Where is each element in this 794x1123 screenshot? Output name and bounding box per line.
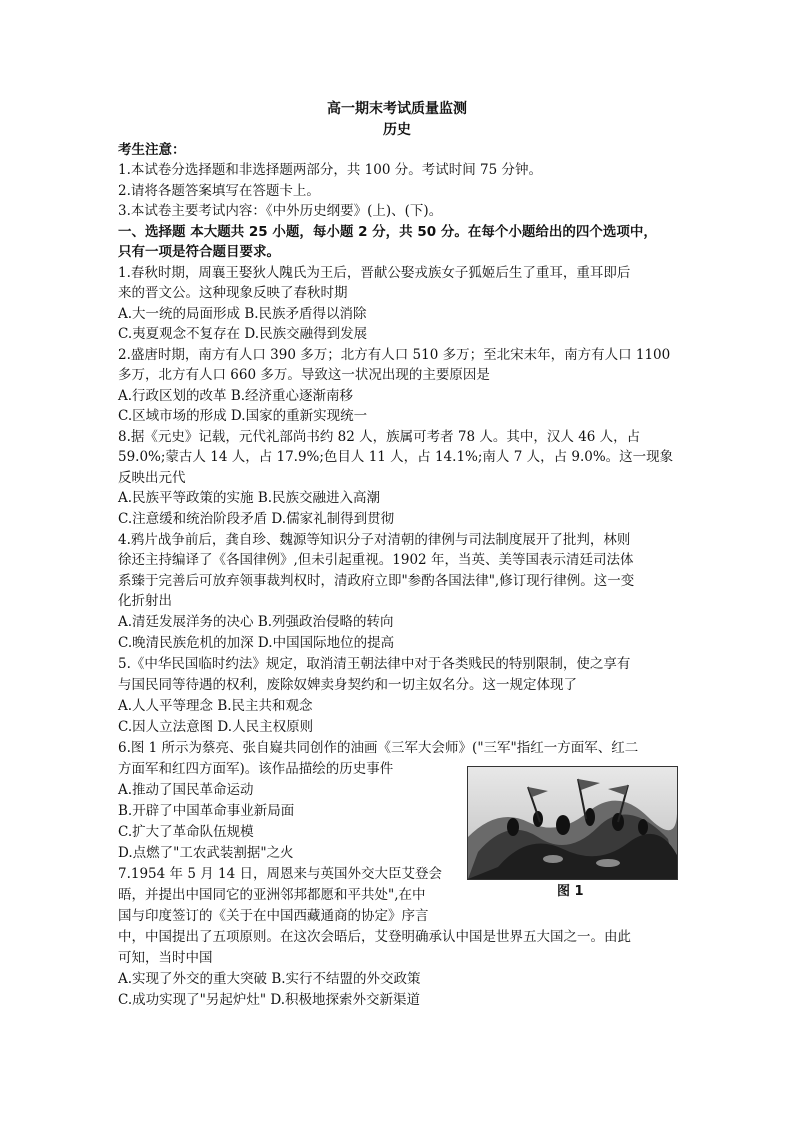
question-stem: 中，中国提出了五项原则。在这次会晤后，艾登明确承认中国是世界五大国之一。由此 — [118, 929, 631, 945]
notice-heading: 考生注意： — [118, 142, 186, 158]
question-option: B.开辟了中国革命事业新局面 — [118, 803, 295, 819]
exam-title: 高一期末考试质量监测 — [327, 101, 467, 117]
question-option: C.注意缓和统治阶段矛盾 D.儒家礼制得到贯彻 — [118, 511, 395, 527]
question-option: A.行政区划的改革 B.经济重心逐渐南移 — [118, 388, 354, 404]
question-stem: 1.春秋时期，周襄王娶狄人隗氏为王后，晋献公娶戎族女子狐姬后生了重耳，重耳即后 — [118, 265, 631, 281]
question-stem: 6.图 1 所示为蔡亮、张自嶷共同创作的油画《三军大会师》("三军"指红一方面军、红二 — [118, 740, 639, 756]
question-stem: 国与印度签订的《关于在中国西藏通商的协定》序言 — [118, 908, 429, 924]
question-option: C.扩大了革命队伍规模 — [118, 824, 254, 840]
question-stem: 8.据《元史》记载，元代礼部尚书约 82 人，族属可考者 78 人。其中，汉人 46 人，占 — [118, 429, 641, 445]
question-stem: 5.《中华民国临时约法》规定，取消清王朝法律中对于各类贱民的特别限制，使之享有 — [118, 656, 631, 672]
question-option: A.清廷发展洋务的决心 B.列强政治侵略的转向 — [118, 614, 394, 630]
question-stem: 多万，北方有人口 660 多万。导致这一状况出现的主要原因是 — [118, 367, 490, 383]
question-stem: 方面军和红四方面军)。该作品描绘的历史事件 — [118, 761, 394, 777]
question-option: C.晚清民族危机的加深 D.中国国际地位的提高 — [118, 635, 395, 651]
question-stem: 可知，当时中国 — [118, 950, 213, 966]
figure-painting — [467, 766, 678, 880]
question-stem: 化折射出 — [118, 593, 172, 609]
question-option: A.民族平等政策的实施 B.民族交融进入高潮 — [118, 490, 381, 506]
notice-item: 1.本试卷分选择题和非选择题两部分，共 100 分。考试时间 75 分钟。 — [118, 162, 542, 178]
question-option: C.区域市场的形成 D.国家的重新实现统一 — [118, 408, 368, 424]
question-option: A.实现了外交的重大突破 B.实行不结盟的外交政策 — [118, 971, 421, 987]
question-stem: 徐还主持编译了《各国律例》,但未引起重视。1902 年，当英、美等国表示清廷司法体 — [118, 552, 634, 568]
question-stem: 反映出元代 — [118, 470, 186, 486]
question-option: C.夷夏观念不复存在 D.民族交融得到发展 — [118, 326, 368, 342]
question-stem: 59.0%;蒙古人 14 人，占 17.9%;色目人 11 人，占 14.1%;南人 7 人，占 9.0%。这一现象 — [118, 449, 674, 465]
section-heading: 只有一项是符合题目要求。 — [118, 244, 280, 260]
notice-item: 2.请将各题答案填写在答题卡上。 — [118, 183, 320, 199]
section-heading: 一、选择题 本大题共 25 小题，每小题 2 分，共 50 分。在每个小题给出的四个选项中， — [118, 224, 657, 240]
figure-caption: 图 1 — [557, 884, 584, 899]
question-option: C.成功实现了"另起炉灶" D.积极地探索外交新渠道 — [118, 992, 420, 1008]
question-option: A.推动了国民革命运动 — [118, 782, 254, 798]
question-stem: 晤，并提出中国同它的亚洲邻邦都愿和平共处",在中 — [118, 887, 426, 903]
question-option: C.因人立法意图 D.人民主权原则 — [118, 719, 314, 735]
question-stem: 系臻于完善后可放弃领事裁判权时，清政府立即"参酌各国法律",修订现行律例。这一变 — [118, 573, 635, 589]
question-stem: 7.1954 年 5 月 14 日，周恩来与英国外交大臣艾登会 — [118, 866, 442, 882]
question-stem: 4.鸦片战争前后，龚自珍、魏源等知识分子对清朝的律例与司法制度展开了批判，林则 — [118, 532, 631, 548]
question-option: D.点燃了"工农武装割据"之火 — [118, 845, 294, 861]
notice-item: 3.本试卷主要考试内容：《中外历史纲要》(上)、(下)。 — [118, 203, 443, 219]
question-stem: 来的晋文公。这种现象反映了春秋时期 — [118, 285, 348, 301]
question-option: A.人人平等理念 B.民主共和观念 — [118, 698, 313, 714]
subject-title: 历史 — [383, 122, 411, 138]
painting-image — [468, 767, 677, 879]
question-option: A.大一统的局面形成 B.民族矛盾得以消除 — [118, 306, 367, 322]
question-stem: 与国民同等待遇的权利，废除奴婢卖身契约和一切主奴名分。这一规定体现了 — [118, 677, 577, 693]
question-stem: 2.盛唐时期，南方有人口 390 多万；北方有人口 510 多万；至北宋末年，南方有人口 1100 — [118, 347, 671, 363]
